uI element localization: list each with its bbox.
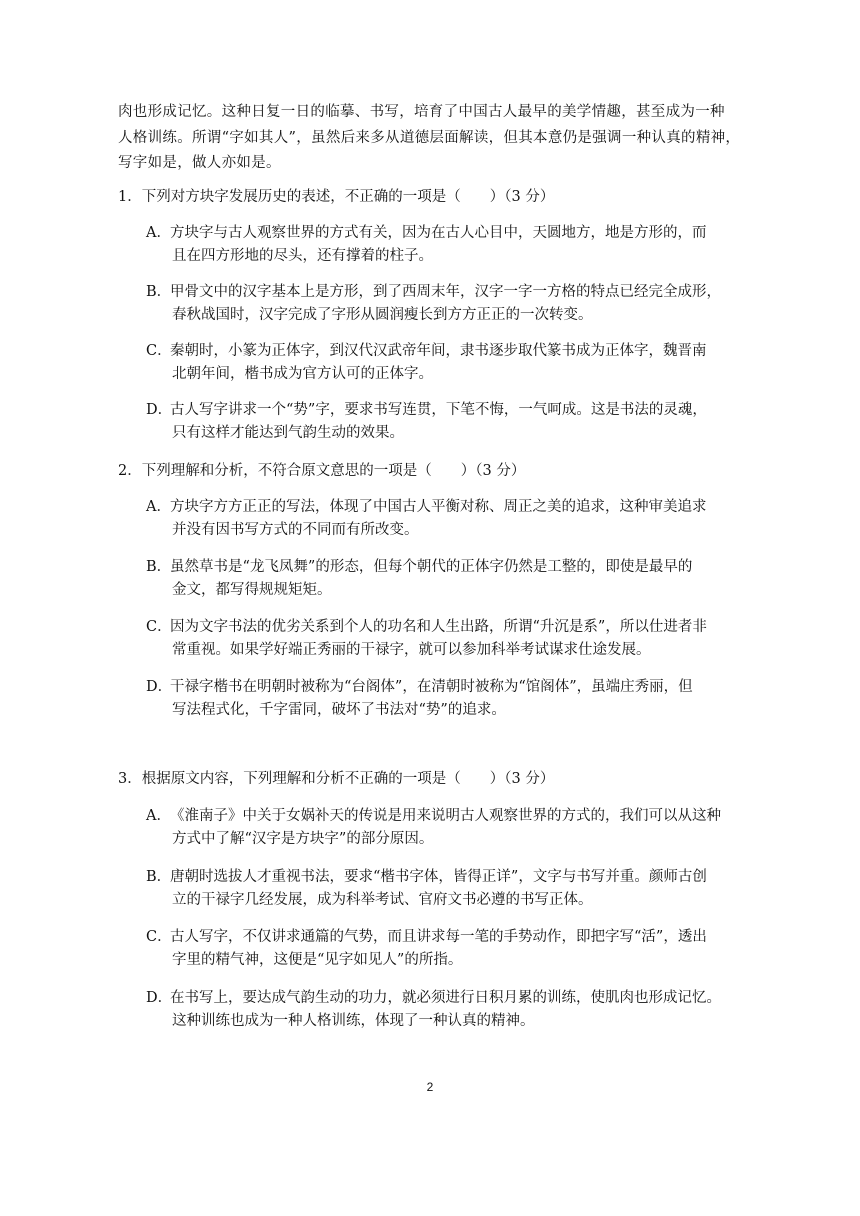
intro-line: 肉也形成记忆。这种日复一日的临摹、书写，培育了中国古人最早的美学情趣，甚至成为一种 bbox=[118, 104, 725, 120]
option-text: 方块字方方正正的写法，体现了中国古人平衡对称、周正之美的追求，这种审美追求 bbox=[170, 499, 707, 515]
option-text: 这种训练也成为一种人格训练，体现了一种认真的精神。 bbox=[172, 1013, 535, 1029]
question-number: 1． bbox=[118, 189, 142, 205]
option-letter: A． bbox=[146, 225, 171, 241]
option-text: 唐朝时选拔人才重视书法，要求“楷书字体，皆得正详”，文字与书写并重。颜师古创 bbox=[170, 869, 707, 885]
question-number: 3． bbox=[118, 771, 142, 787]
option-text: 只有这样才能达到气韵生动的效果。 bbox=[172, 425, 404, 441]
question-3-option-a bbox=[146, 805, 756, 851]
option-letter: A． bbox=[146, 808, 171, 824]
question-3-option-c bbox=[146, 926, 756, 972]
option-text: 干禄字楷书在明朝时被称为“台阁体”，在清朝时被称为“馆阁体”，虽端庄秀丽，但 bbox=[170, 679, 693, 695]
question-1-option-c bbox=[146, 340, 756, 386]
question-number: 2． bbox=[118, 463, 142, 479]
option-text: 并没有因书写方式的不同而有所改变。 bbox=[172, 522, 419, 538]
question-score: （3 分） bbox=[504, 771, 555, 787]
question-text: 根据原文内容，下列理解和分析不正确的一项是（ ） bbox=[141, 771, 505, 787]
option-text: 虽然草书是“龙飞凤舞”的形态，但每个朝代的正体字仍然是工整的，即使是最早的 bbox=[170, 559, 693, 575]
option-letter: B． bbox=[146, 284, 172, 300]
option-text: 古人写字，不仅讲求通篇的气势，而且讲求每一笔的手势动作，即把字写“活”，透出 bbox=[170, 929, 707, 945]
option-letter: C． bbox=[146, 929, 172, 945]
option-letter: C． bbox=[146, 343, 172, 359]
option-letter: D． bbox=[146, 679, 173, 695]
option-text: 金文，都写得规规矩矩。 bbox=[172, 582, 332, 598]
question-2-option-a bbox=[146, 496, 756, 542]
question-1-option-a bbox=[146, 222, 756, 268]
option-text: 方块字与古人观察世界的方式有关，因为在古人心目中，天圆地方，地是方形的，而 bbox=[170, 225, 707, 241]
option-text: 北朝年间，楷书成为官方认可的正体字。 bbox=[172, 366, 433, 382]
option-text: 字里的精气神，这便是“见字如见人”的所指。 bbox=[172, 952, 463, 968]
option-text: 常重视。如果学好端正秀丽的干禄字，就可以参加科举考试谋求仕途发展。 bbox=[172, 642, 651, 658]
option-text: 古人写字讲求一个“势”字，要求书写连贯，下笔不悔，一气呵成。这是书法的灵魂， bbox=[170, 402, 707, 418]
option-text: 甲骨文中的汉字基本上是方形，到了西周末年，汉字一字一方格的特点已经完全成形， bbox=[170, 284, 721, 300]
option-text: 在书写上，要达成气韵生动的功力，就必须进行日积月累的训练，使肌肉也形成记忆。 bbox=[170, 990, 721, 1006]
option-text: 春秋战国时，汉字完成了字形从圆润瘦长到方方正正的一次转变。 bbox=[172, 307, 593, 323]
option-text: 《淮南子》中关于女娲补天的传说是用来说明古人观察世界的方式的，我们可以从这种 bbox=[170, 808, 721, 824]
question-1-option-d bbox=[146, 399, 756, 445]
question-score: （3 分） bbox=[504, 189, 555, 205]
option-text: 因为文字书法的优劣关系到个人的功名和人生出路，所谓“升沉是系”，所以仕进者非 bbox=[170, 619, 707, 635]
question-1-option-b bbox=[146, 281, 756, 327]
option-letter: C． bbox=[146, 619, 172, 635]
option-letter: B． bbox=[146, 559, 172, 575]
question-2-stem bbox=[118, 460, 758, 482]
option-letter: D． bbox=[146, 990, 173, 1006]
intro-paragraph bbox=[118, 100, 758, 177]
question-score: （3 分） bbox=[475, 463, 526, 479]
option-text: 立的干禄字几经发展，成为科举考试、官府文书必遵的书写正体。 bbox=[172, 892, 593, 908]
question-1-stem bbox=[118, 186, 758, 208]
question-text: 下列理解和分析，不符合原文意思的一项是（ ） bbox=[141, 463, 476, 479]
question-2-option-c bbox=[146, 616, 756, 662]
option-text: 秦朝时，小篆为正体字，到汉代汉武帝年间，隶书逐步取代篆书成为正体字，魏晋南 bbox=[170, 343, 707, 359]
page-number: 2 bbox=[426, 1080, 434, 1094]
question-2-option-d bbox=[146, 676, 756, 722]
question-3-stem bbox=[118, 768, 758, 790]
question-3-option-b bbox=[146, 866, 756, 912]
option-letter: A． bbox=[146, 499, 171, 515]
intro-line: 写字如是，做人亦如是。 bbox=[118, 155, 281, 171]
question-text: 下列对方块字发展历史的表述，不正确的一项是（ ） bbox=[141, 189, 505, 205]
question-3-option-d bbox=[146, 987, 756, 1033]
option-text: 方式中了解“汉字是方块字”的部分原因。 bbox=[172, 831, 434, 847]
question-2-option-b bbox=[146, 556, 756, 602]
option-text: 写法程式化，千字雷同，破坏了书法对“势”的追求。 bbox=[172, 702, 506, 718]
option-text: 且在四方形地的尽头，还有撑着的柱子。 bbox=[172, 248, 433, 264]
intro-line: 人格训练。所谓“字如其人”，虽然后来多从道德层面解读，但其本意仍是强调一种认真的精神， bbox=[118, 129, 741, 146]
option-letter: D． bbox=[146, 402, 173, 418]
option-letter: B． bbox=[146, 869, 172, 885]
